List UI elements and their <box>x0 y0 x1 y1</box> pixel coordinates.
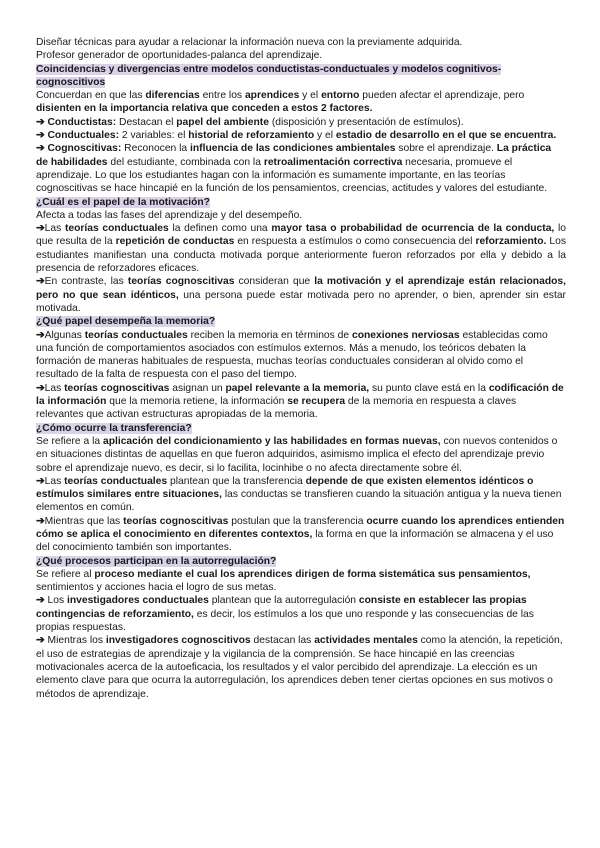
paragraph <box>36 634 566 700</box>
text: entre los <box>199 90 245 102</box>
bold-text: ➔ <box>36 475 45 487</box>
bold-text: ➔ <box>36 382 45 394</box>
text: postulan que la transferencia <box>228 515 367 527</box>
bold-text: depende de que existen elementos idénticos o estímulos similares entre situaciones, <box>36 475 534 501</box>
section-heading-text: Coincidencias y divergencias entre modelos conductistas-conductuales y modelos cognitivos-cognoscitivos <box>36 63 502 88</box>
bold-text: disienten en la importancia relativa que conceden a estos 2 factores. <box>36 103 373 115</box>
text: y el <box>314 130 336 142</box>
bold-text: aplicación del condicionamiento y las habilidades en formas nuevas, <box>102 435 441 447</box>
paragraph <box>36 275 566 315</box>
text: del estudiante, combinada con la <box>107 156 264 168</box>
bold-text: reforzamiento. <box>475 236 547 248</box>
bold-text: influencia de las condiciones ambientales <box>190 143 396 155</box>
text: con nuevos contenidos o en situaciones distintas de aquellas en que fueron adquiridos, asimismo implica el efecto del aprendizaje previo sobre el aprendizaje nuevo, es decir, si lo facilita, locinhibe o no afecta directamente sobre él. <box>36 435 558 474</box>
bold-text: teorías cognoscitivas <box>64 382 170 394</box>
bold-text: ➔ <box>36 595 48 607</box>
text: Mientras que las <box>44 515 124 527</box>
paragraph <box>36 568 566 595</box>
text: pueden afectar el aprendizaje, pero <box>359 90 525 102</box>
text: Los <box>47 595 67 607</box>
bold-text: ➔ <box>36 276 45 288</box>
bold-text: consiste en establecer las propias contingencias de reforzamiento, <box>36 595 527 620</box>
text: Profesor generador de oportunidades-palanca del aprendizaje. <box>36 50 323 62</box>
text: sobre el aprendizaje. <box>395 143 497 155</box>
bold-text: ➔ <box>36 635 48 647</box>
paragraph <box>36 142 566 195</box>
text: Los estudiantes manifiestan una conducta motivada porque anteriormente fueron reforzados por ella y debido a la presencia de reforzadores eficaces. <box>36 236 566 275</box>
text: Se refiere al <box>36 568 95 580</box>
paragraph <box>36 116 566 129</box>
paragraph <box>36 36 566 49</box>
text: 2 variables: el <box>119 130 189 142</box>
bold-text: La práctica de habilidades <box>36 143 552 168</box>
text: plantean que la autorregulación <box>208 595 359 607</box>
bold-text: mayor tasa o probabilidad de ocurrencia de la conducta, <box>271 223 555 235</box>
section-heading-text: ¿Cuál es el papel de la motivación? <box>36 196 210 208</box>
text: Afecta a todas las fases del aprendizaje y del desempeño. <box>36 209 303 221</box>
bold-text: ➔ <box>36 329 45 341</box>
section-heading <box>36 555 566 568</box>
text: la forma en que la información se almacena y el uso del conocimiento también son importantes. <box>36 528 554 554</box>
text: como la atención, la repetición, el uso de estrategias de aprendizaje y la vigilancia de la comprensión. Se hace hincapié en las creencias motivacionales acerca de la autoeficacia, los resultados y el valor percibido del aprendizaje. La elección es un elemento clave para que ocurra la autorregulación, los aprendices deben tener ciertas opciones en sus motivos o métodos de aprendizaje. <box>36 635 563 700</box>
bold-text: ➔ <box>36 116 48 128</box>
text: Diseñar técnicas para ayudar a relacionar la información nueva con la previamente adquirida. <box>36 37 463 48</box>
bold-text: papel del ambiente <box>176 116 269 128</box>
bold-text: se recupera <box>287 396 346 408</box>
bold-text: papel relevante a la memoria, <box>225 382 370 394</box>
paragraph <box>36 209 566 222</box>
bold-text: teorías conductuales <box>64 475 168 487</box>
bold-text: diferencias <box>145 90 200 102</box>
bold-text: teorías conductuales <box>64 223 169 235</box>
text: es decir, los estímulos a los que uno responde y las consecuencias de las propias respuestas. <box>36 608 534 634</box>
section-heading-text: ¿Cómo ocurre la transferencia? <box>36 422 192 434</box>
text: Reconocen la <box>121 143 191 155</box>
paragraph <box>36 515 566 555</box>
bold-text: historial de reforzamiento <box>188 130 315 142</box>
bold-text: ➔ <box>36 515 45 527</box>
text: Concuerdan en que las <box>36 90 146 102</box>
text: una persona puede estar motivada pero no aprender, o bien, aprender sin estar motivada. <box>36 289 566 314</box>
bold-text: teorías cognoscitivas <box>127 276 235 288</box>
bold-text: retroalimentación correctiva <box>263 156 403 168</box>
bold-text: Conductuales: <box>47 130 120 142</box>
bold-text: ➔ <box>36 223 45 235</box>
bold-text: la motivación y el aprendizaje están relacionados, pero no que sean idénticos, <box>36 276 566 301</box>
bold-text: teorías cognoscitivas <box>123 515 229 527</box>
text: y el <box>299 90 322 102</box>
text: Destacan el <box>116 116 177 128</box>
bold-text: investigadores conductuales <box>66 595 209 607</box>
bold-text: aprendices <box>244 90 300 102</box>
text: Las <box>44 382 65 394</box>
text: destacan las <box>250 635 315 647</box>
text: en respuesta a estímulos o como consecuencia del <box>234 236 476 248</box>
paragraph <box>36 129 566 142</box>
text: las conductas se transfieren cuando la situación antigua y la nueva tienen elementos en común. <box>36 489 562 514</box>
bold-text: investigadores cognoscitivos <box>105 635 251 647</box>
paragraph <box>36 594 566 634</box>
text: establecidas como una función de comportamientos asociados con estímulos externos. Más a menudo, los teóricos debaten la formación de maneras habituales de respuesta, muchas teorías conductuales consideran al olvido como el resultado de la falta de respuesta con el paso del tiempo. <box>36 329 548 381</box>
text: sentimientos y acciones hacia el logro de sus metas. <box>36 582 277 594</box>
text: En contraste, las <box>44 276 128 288</box>
section-heading <box>36 196 566 209</box>
section-heading <box>36 63 566 90</box>
bold-text: conexiones nerviosas <box>351 329 460 341</box>
text: lo que resulta de la <box>36 223 566 248</box>
text: su punto clave está en la <box>369 382 489 394</box>
paragraph <box>36 49 566 62</box>
paragraph <box>36 382 566 422</box>
text: Mientras los <box>47 635 106 647</box>
section-heading <box>36 422 566 435</box>
paragraph <box>36 89 566 116</box>
section-heading-text: ¿Qué procesos participan en la autorregulación? <box>36 555 277 567</box>
bold-text: actividades mentales <box>314 635 418 647</box>
text: Las <box>44 475 65 487</box>
text: (disposición y presentación de estímulos). <box>268 116 464 128</box>
paragraph <box>36 475 566 515</box>
section-heading-text: ¿Qué papel desempeña la memoria? <box>36 316 216 328</box>
paragraph <box>36 329 566 382</box>
bold-text: repetición de conductas <box>115 236 235 248</box>
bold-text: estadio de desarrollo en el que se encuentra. <box>335 130 557 142</box>
text: Se refiere a la <box>36 435 103 447</box>
paragraph <box>36 435 566 475</box>
text: plantean que la transferencia <box>167 475 306 487</box>
text: necesaria, promueve el aprendizaje. Lo que los estudiantes hagan con la información es sumamente importante, en las teorías cognoscitivas se hace hincapié en la función de los pensamientos, creencias, actitudes y valores del estudiante. <box>36 156 548 195</box>
text: de la memoria en respuesta a claves relevantes que activan estructuras apropiadas de la memoria. <box>36 396 517 421</box>
paragraph <box>36 222 566 275</box>
text: que la memoria retiene, la información <box>106 396 288 408</box>
text: consideran que <box>234 276 315 288</box>
bold-text: codificación de la información <box>36 382 564 408</box>
bold-text: entorno <box>321 90 360 102</box>
section-heading <box>36 315 566 328</box>
bold-text: ➔ <box>36 130 48 142</box>
text: reciben la memoria en términos de <box>187 329 352 341</box>
bold-text: Conductistas: <box>47 116 117 128</box>
bold-text: teorías conductuales <box>84 329 188 341</box>
bold-text: Cognoscitivas: <box>47 143 122 155</box>
text: Algunas <box>44 329 85 341</box>
text: asignan un <box>169 382 226 394</box>
bold-text: proceso mediante el cual los aprendices dirigen de forma sistemática sus pensamientos, <box>94 568 531 580</box>
bold-text: ➔ <box>36 143 48 155</box>
text: Las <box>44 223 65 235</box>
bold-text: ocurre cuando los aprendices entienden cómo se aplica el conocimiento en diferentes contextos, <box>36 515 565 540</box>
text: la definen como una <box>168 223 272 235</box>
